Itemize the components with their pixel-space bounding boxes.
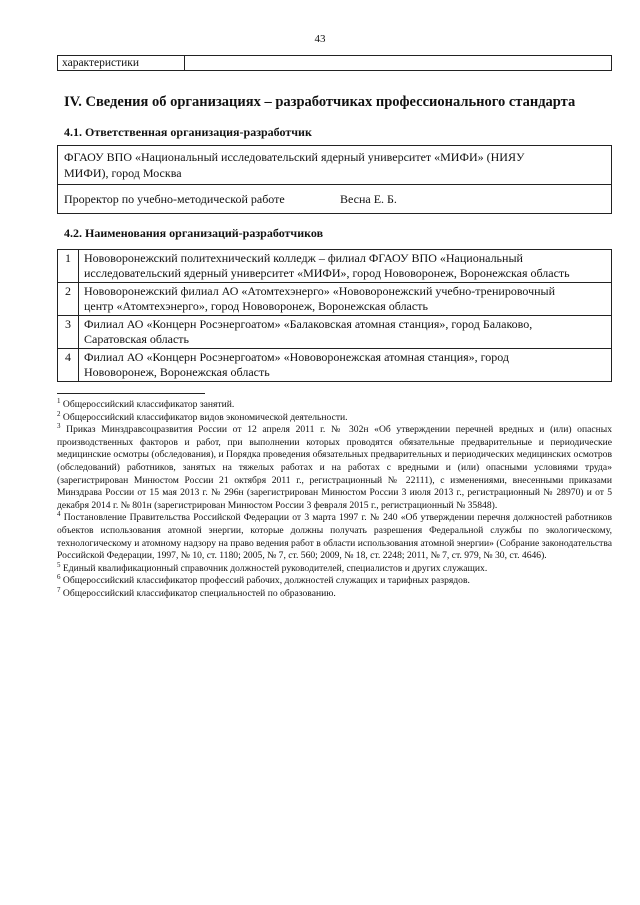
org-name-line: ФГАОУ ВПО «Национальный исследовательский ядерный университет «МИФИ» (НИЯУ [64, 150, 525, 164]
footnote-text: Общероссийский классификатор видов экономической деятельности. [62, 411, 348, 423]
table-cell-value [185, 56, 612, 71]
responsible-org-box [57, 145, 612, 214]
table-row [58, 349, 612, 382]
footnote-mark: 7 [57, 585, 61, 594]
responsible-person: Весна Е. Б. [340, 192, 397, 206]
section-title: IV. Сведения об организациях – разработчиках профессионального стандарта [64, 94, 576, 110]
footnote-mark: 3 [57, 422, 61, 430]
org-cell [79, 283, 612, 316]
footnote-divider [57, 393, 205, 394]
org-cell [79, 349, 612, 382]
org-line: центр «Атомтехэнерго», город Нововоронеж, Воронежская область [84, 299, 428, 313]
footnote [57, 396, 612, 412]
developers-heading: 4.2. Наименования организаций-разработчиков [64, 226, 324, 240]
org-line: исследовательский ядерный университет «МИФИ», город Нововоронеж, Воронежская область [84, 266, 570, 280]
org-line: Нововоронежский политехнический колледж – филиал ФГАОУ ВПО «Национальный [84, 251, 523, 265]
footnote [57, 409, 612, 425]
footnote-mark: 1 [57, 396, 61, 405]
footnotes [57, 396, 612, 601]
footnote-mark: 6 [57, 573, 61, 582]
footnote-text: Общероссийский классификатор профессий рабочих, должностей служащих и тарифных разрядов. [62, 575, 470, 587]
table-row [58, 250, 612, 283]
footnote-text: Единый квалификационный справочник должностей руководителей, специалистов и других служащих. [62, 562, 488, 574]
footnote-mark: 2 [57, 409, 61, 418]
responsible-org-name [58, 146, 611, 184]
row-number: 3 [58, 316, 79, 349]
responsible-role: Проректор по учебно-методической работе [64, 192, 285, 206]
footnote [57, 424, 612, 512]
row-number: 1 [58, 250, 79, 283]
footnote-text: Приказ Минздравсоцразвития России от 12 апреля 2011 г. № 302н «Об утверждении перечней вредных и (или) опасных производственных факторов и работ, при выполнении которых проводятся обязательные предварительные и периодические медицинские осмотры (обследования), и Порядка проведения обязательных предварительных и периодических медицинских осмотров (обследований) работников, занятых на тяжелых работах и на работах с вредными и (или) опасными условиями труда» (зарегистрирован Минюстом России 21 октября 2011 г., регистрационный № 22111), с изменениями, внесенными приказами Минздрава России от 15 мая 2013 г. № 296н (зарегистрирован Минюстом России 3 июля 2013 г., регистрационный № 28970) и от 5 декабря 2014 г. № 801н (зарегистрирован Минюстом России 3 февраля 2015 г., регистрационный № 35848). [57, 424, 612, 511]
org-line: Саратовская область [84, 332, 190, 346]
footnote-text: Общероссийский классификатор занятий. [62, 399, 235, 410]
page-number: 43 [314, 33, 326, 45]
table-row [58, 316, 612, 349]
characteristics-table-fragment [57, 55, 612, 71]
responsible-org-heading: 4.1. Ответственная организация-разработчик [64, 125, 312, 139]
footnote [57, 575, 612, 588]
org-line: Нововоронежский филиал АО «Атомтехэнерго» «Нововоронежский учебно-тренировочный [84, 284, 556, 298]
table-cell-label: характеристики [58, 56, 185, 71]
table-row [58, 56, 612, 71]
footnote [57, 585, 612, 601]
footnote-text: Общероссийский классификатор специальностей по образованию. [62, 587, 336, 599]
org-name-line: МИФИ), город Москва [64, 166, 182, 180]
footnote [57, 512, 612, 562]
org-line: Нововоронеж, Воронежская область [84, 365, 270, 379]
row-number: 2 [58, 283, 79, 316]
row-number: 4 [58, 349, 79, 382]
org-line: Филиал АО «Концерн Росэнергоатом» «Балаковская атомная станция», город Балаково, [84, 317, 533, 331]
table-row [58, 283, 612, 316]
org-line: Филиал АО «Концерн Росэнергоатом» «Нововоронежская атомная станция», город [84, 350, 510, 364]
developers-table [57, 249, 612, 382]
footnote [57, 560, 612, 576]
org-cell [79, 316, 612, 349]
footnote-text: Постановление Правительства Российской Федерации от 3 марта 1997 г. № 240 «Об утверждении перечня должностей работников объектов использования атомной энергии, которые должны получать разрешения Федеральной службы по экологическому, технологическому и атомному надзору на право ведения работ в области использования атомной энергии» (Собрание законодательства Российской Федерации, 1997, № 10, ст. 1180; 2005, № 7, ст. 560; 2009, № 18, ст. 2248; 2011, № 7, ст. 979, № 30, ст. 4646). [57, 512, 612, 562]
org-cell [79, 250, 612, 283]
footnote-mark: 5 [57, 560, 61, 569]
responsible-person-row [58, 184, 611, 213]
footnote-mark: 4 [57, 510, 61, 519]
